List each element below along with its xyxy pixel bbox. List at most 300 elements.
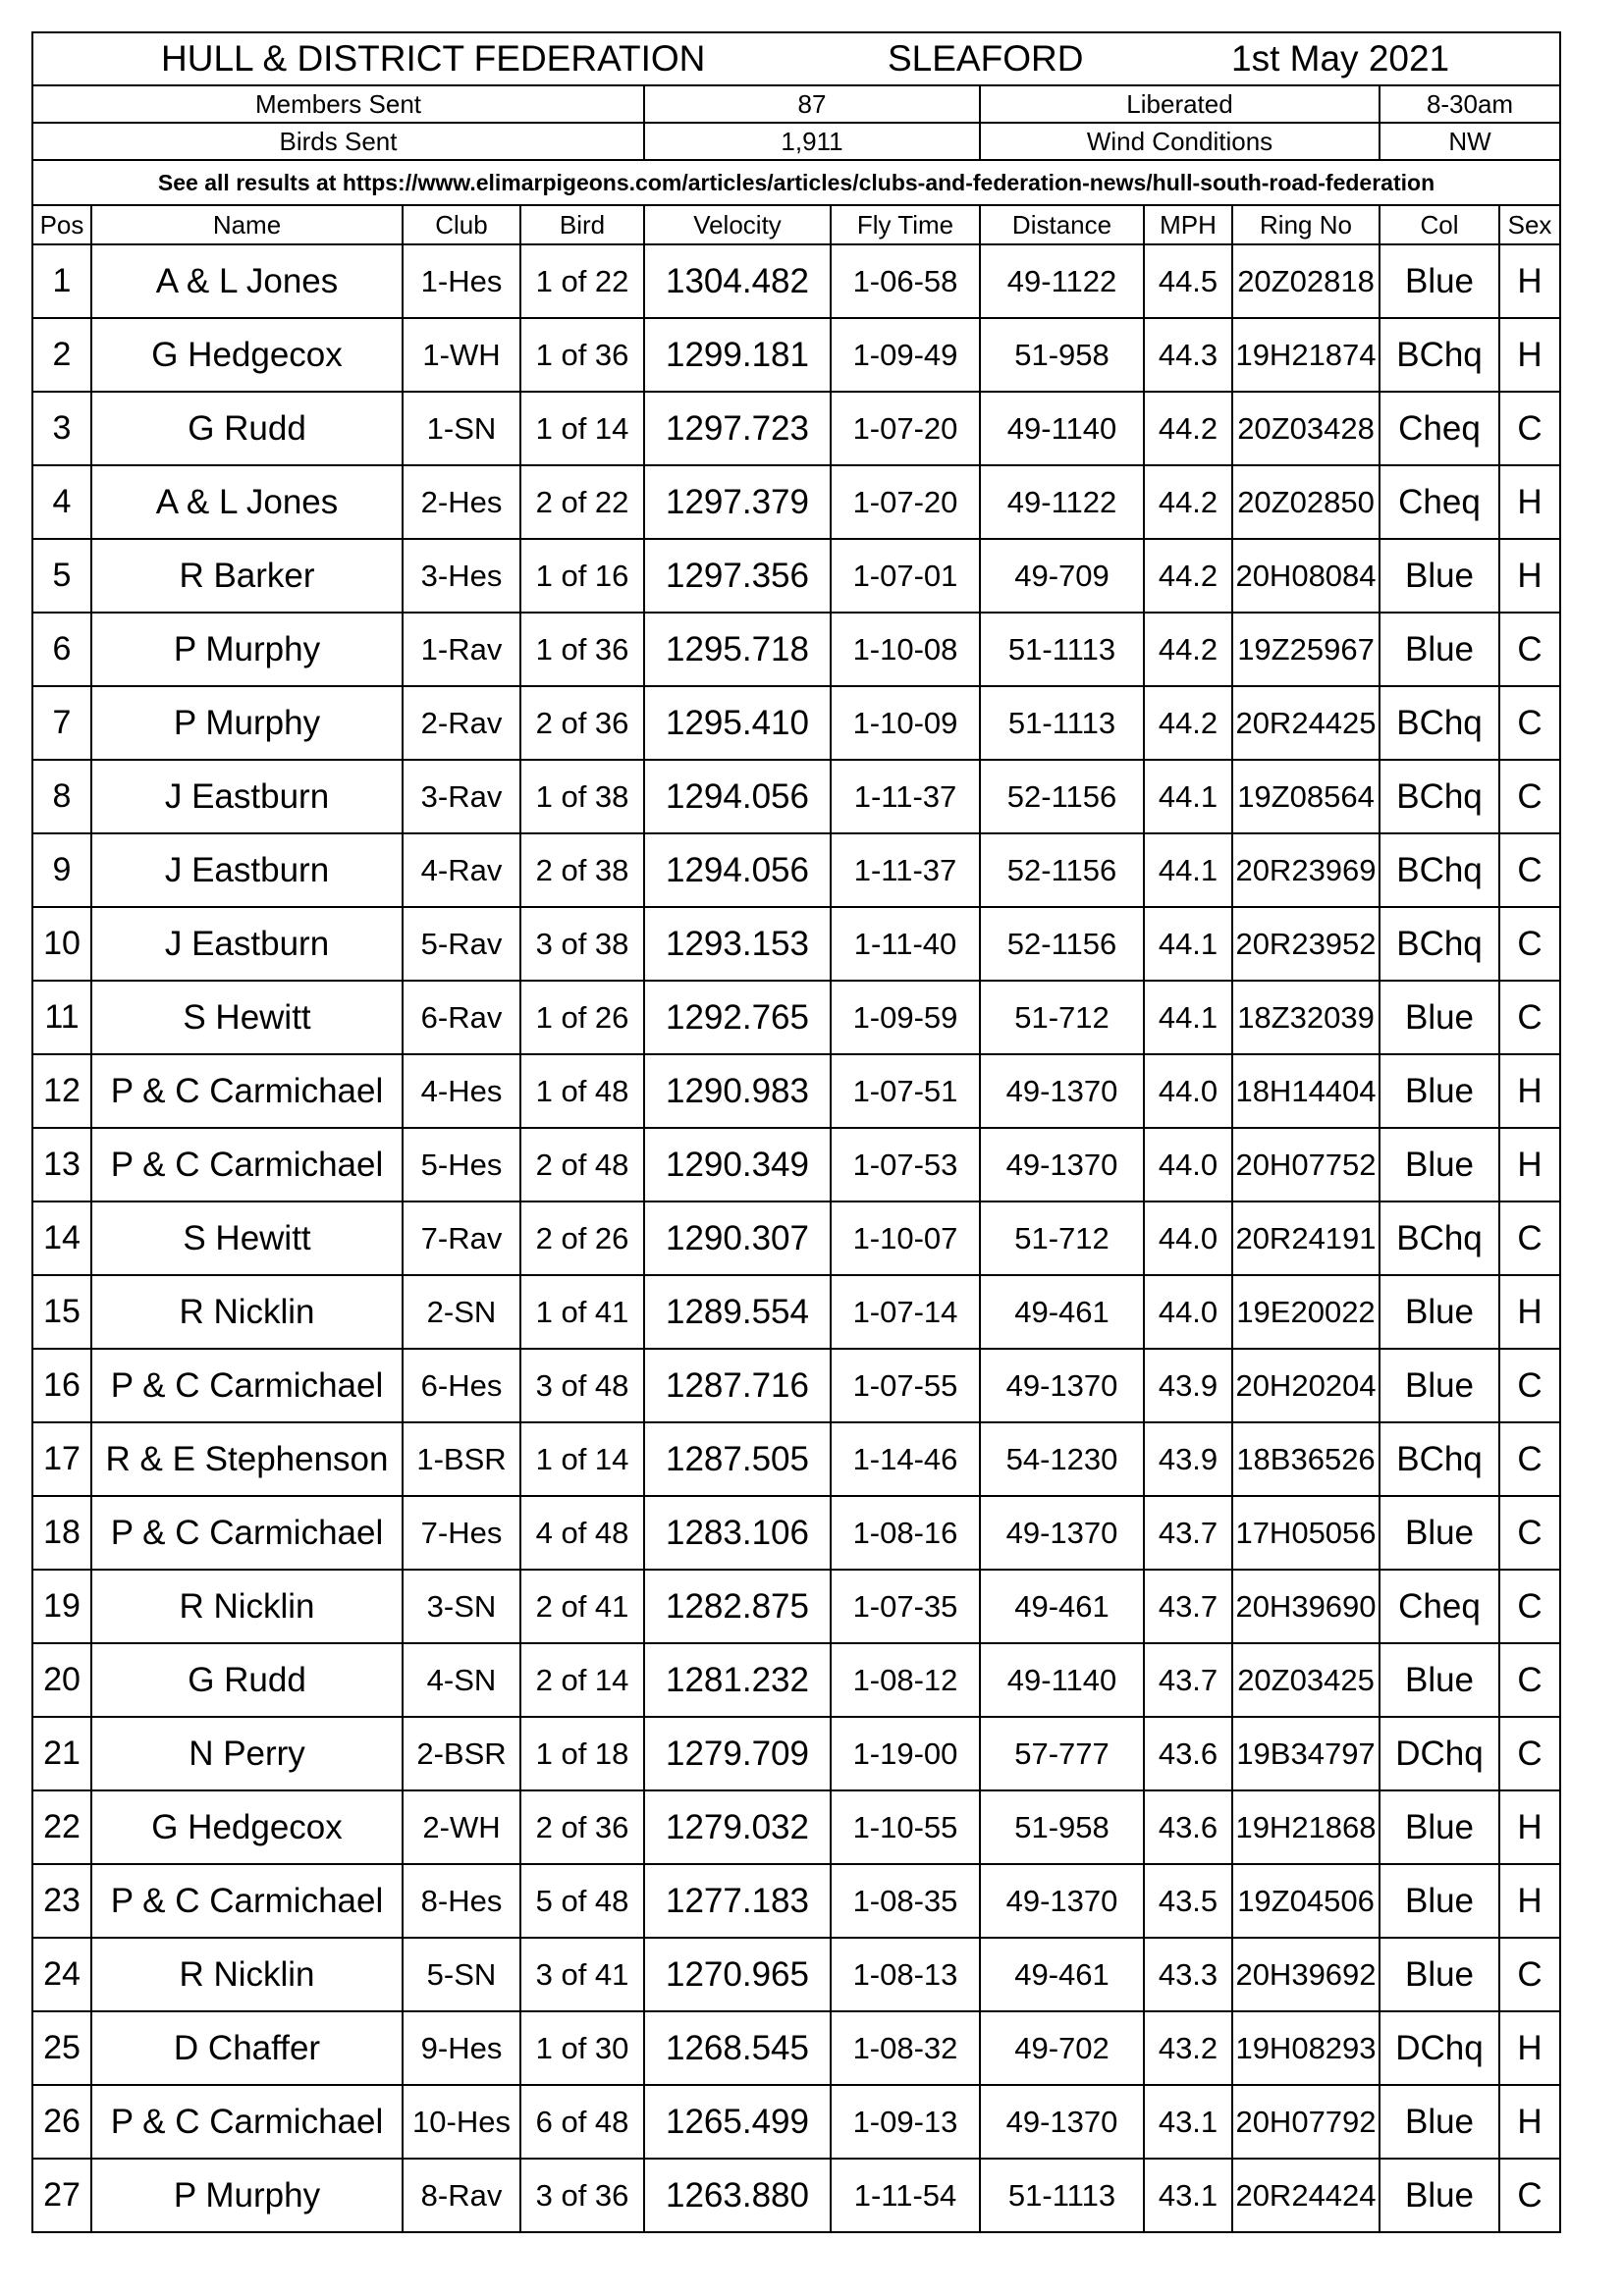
cell-bird: 1 of 14 xyxy=(520,1422,644,1496)
cell-fly-time: 1-08-13 xyxy=(831,1938,980,2011)
cell-velocity: 1287.505 xyxy=(644,1422,831,1496)
cell-fly-time: 1-07-53 xyxy=(831,1128,980,1201)
cell-col: Blue xyxy=(1380,981,1499,1054)
cell-name: P & C Carmichael xyxy=(91,1128,403,1201)
cell-club: 6-Hes xyxy=(403,1349,520,1422)
cell-pos: 17 xyxy=(32,1422,91,1496)
cell-fly-time: 1-10-55 xyxy=(831,1790,980,1864)
birds-sent-label: Birds Sent xyxy=(32,123,644,160)
cell-velocity: 1283.106 xyxy=(644,1496,831,1570)
cell-club: 2-Hes xyxy=(403,465,520,539)
cell-fly-time: 1-11-40 xyxy=(831,907,980,981)
cell-name: S Hewitt xyxy=(91,981,403,1054)
cell-distance: 49-1140 xyxy=(980,392,1144,465)
cell-bird: 1 of 41 xyxy=(520,1275,644,1349)
cell-name: G Rudd xyxy=(91,392,403,465)
cell-sex: C xyxy=(1499,686,1560,760)
cell-club: 1-WH xyxy=(403,318,520,392)
cell-name: D Chaffer xyxy=(91,2011,403,2085)
cell-distance: 49-1122 xyxy=(980,465,1144,539)
cell-mph: 44.1 xyxy=(1144,907,1232,981)
cell-bird: 1 of 36 xyxy=(520,613,644,686)
cell-ring-no: 20R24424 xyxy=(1232,2159,1380,2232)
cell-distance: 51-958 xyxy=(980,318,1144,392)
cell-pos: 8 xyxy=(32,760,91,833)
cell-club: 5-SN xyxy=(403,1938,520,2011)
cell-name: R Nicklin xyxy=(91,1275,403,1349)
federation-title: HULL & DISTRICT FEDERATION xyxy=(161,38,706,79)
cell-pos: 19 xyxy=(32,1570,91,1643)
liberated-label: Liberated xyxy=(980,85,1380,123)
cell-name: G Hedgecox xyxy=(91,318,403,392)
column-header-ring-no: Ring No xyxy=(1232,205,1380,244)
cell-velocity: 1282.875 xyxy=(644,1570,831,1643)
wind-label: Wind Conditions xyxy=(980,123,1380,160)
cell-name: P Murphy xyxy=(91,2159,403,2232)
cell-club: 5-Rav xyxy=(403,907,520,981)
cell-bird: 3 of 48 xyxy=(520,1349,644,1422)
race-venue: SLEAFORD xyxy=(888,38,1084,79)
cell-club: 4-Rav xyxy=(403,833,520,907)
cell-ring-no: 19B34797 xyxy=(1232,1717,1380,1790)
column-header-pos: Pos xyxy=(32,205,91,244)
cell-col: Blue xyxy=(1380,1054,1499,1128)
cell-mph: 43.5 xyxy=(1144,1864,1232,1938)
cell-club: 3-Rav xyxy=(403,760,520,833)
cell-fly-time: 1-09-59 xyxy=(831,981,980,1054)
cell-club: 7-Rav xyxy=(403,1201,520,1275)
table-row xyxy=(32,1864,1560,1938)
cell-name: P Murphy xyxy=(91,613,403,686)
cell-col: BChq xyxy=(1380,760,1499,833)
table-row xyxy=(32,1717,1560,1790)
cell-velocity: 1263.880 xyxy=(644,2159,831,2232)
table-row xyxy=(32,1422,1560,1496)
cell-pos: 15 xyxy=(32,1275,91,1349)
table-row xyxy=(32,2159,1560,2232)
cell-bird: 4 of 48 xyxy=(520,1496,644,1570)
cell-mph: 44.0 xyxy=(1144,1201,1232,1275)
cell-mph: 44.2 xyxy=(1144,613,1232,686)
cell-velocity: 1290.307 xyxy=(644,1201,831,1275)
cell-sex: C xyxy=(1499,833,1560,907)
cell-distance: 49-1140 xyxy=(980,1643,1144,1717)
cell-sex: H xyxy=(1499,318,1560,392)
cell-fly-time: 1-14-46 xyxy=(831,1422,980,1496)
column-header-distance: Distance xyxy=(980,205,1144,244)
cell-fly-time: 1-10-08 xyxy=(831,613,980,686)
cell-sex: H xyxy=(1499,539,1560,613)
cell-col: Blue xyxy=(1380,1496,1499,1570)
cell-bird: 6 of 48 xyxy=(520,2085,644,2159)
cell-sex: C xyxy=(1499,981,1560,1054)
cell-sex: C xyxy=(1499,760,1560,833)
cell-velocity: 1281.232 xyxy=(644,1643,831,1717)
cell-col: DChq xyxy=(1380,1717,1499,1790)
table-row xyxy=(32,1790,1560,1864)
cell-distance: 49-1122 xyxy=(980,244,1144,318)
cell-mph: 43.6 xyxy=(1144,1717,1232,1790)
cell-mph: 43.9 xyxy=(1144,1349,1232,1422)
cell-mph: 44.0 xyxy=(1144,1275,1232,1349)
cell-sex: C xyxy=(1499,2159,1560,2232)
cell-velocity: 1270.965 xyxy=(644,1938,831,2011)
cell-sex: C xyxy=(1499,1938,1560,2011)
cell-velocity: 1299.181 xyxy=(644,318,831,392)
cell-mph: 43.3 xyxy=(1144,1938,1232,2011)
cell-pos: 27 xyxy=(32,2159,91,2232)
cell-club: 7-Hes xyxy=(403,1496,520,1570)
column-header-bird: Bird xyxy=(520,205,644,244)
cell-club: 2-Rav xyxy=(403,686,520,760)
cell-velocity: 1290.983 xyxy=(644,1054,831,1128)
cell-col: Blue xyxy=(1380,1128,1499,1201)
cell-distance: 49-461 xyxy=(980,1938,1144,2011)
cell-distance: 51-958 xyxy=(980,1790,1144,1864)
cell-mph: 43.1 xyxy=(1144,2159,1232,2232)
cell-bird: 2 of 36 xyxy=(520,1790,644,1864)
cell-name: S Hewitt xyxy=(91,1201,403,1275)
cell-ring-no: 20R24425 xyxy=(1232,686,1380,760)
cell-sex: H xyxy=(1499,1128,1560,1201)
column-header-col: Col xyxy=(1380,205,1499,244)
cell-name: G Rudd xyxy=(91,1643,403,1717)
cell-velocity: 1294.056 xyxy=(644,833,831,907)
cell-bird: 2 of 22 xyxy=(520,465,644,539)
cell-club: 4-SN xyxy=(403,1643,520,1717)
cell-ring-no: 19H21874 xyxy=(1232,318,1380,392)
cell-club: 8-Hes xyxy=(403,1864,520,1938)
cell-mph: 44.1 xyxy=(1144,981,1232,1054)
cell-sex: H xyxy=(1499,1275,1560,1349)
cell-fly-time: 1-08-16 xyxy=(831,1496,980,1570)
cell-pos: 24 xyxy=(32,1938,91,2011)
cell-col: Blue xyxy=(1380,539,1499,613)
wind-value: NW xyxy=(1380,123,1560,160)
cell-col: BChq xyxy=(1380,1201,1499,1275)
cell-bird: 1 of 26 xyxy=(520,981,644,1054)
cell-distance: 57-777 xyxy=(980,1717,1144,1790)
table-row xyxy=(32,981,1560,1054)
cell-fly-time: 1-19-00 xyxy=(831,1717,980,1790)
cell-ring-no: 19H08293 xyxy=(1232,2011,1380,2085)
cell-velocity: 1265.499 xyxy=(644,2085,831,2159)
cell-sex: C xyxy=(1499,1643,1560,1717)
cell-name: J Eastburn xyxy=(91,907,403,981)
cell-sex: H xyxy=(1499,1054,1560,1128)
cell-velocity: 1304.482 xyxy=(644,244,831,318)
cell-distance: 51-712 xyxy=(980,1201,1144,1275)
cell-club: 1-SN xyxy=(403,392,520,465)
cell-club: 1-Rav xyxy=(403,613,520,686)
cell-pos: 5 xyxy=(32,539,91,613)
members-sent-value: 87 xyxy=(644,85,980,123)
cell-sex: C xyxy=(1499,1422,1560,1496)
cell-distance: 51-712 xyxy=(980,981,1144,1054)
cell-bird: 1 of 38 xyxy=(520,760,644,833)
cell-velocity: 1279.709 xyxy=(644,1717,831,1790)
cell-velocity: 1268.545 xyxy=(644,2011,831,2085)
cell-mph: 43.7 xyxy=(1144,1570,1232,1643)
cell-fly-time: 1-07-01 xyxy=(831,539,980,613)
cell-club: 3-SN xyxy=(403,1570,520,1643)
cell-distance: 49-1370 xyxy=(980,1054,1144,1128)
cell-velocity: 1294.056 xyxy=(644,760,831,833)
cell-ring-no: 18Z32039 xyxy=(1232,981,1380,1054)
cell-mph: 44.5 xyxy=(1144,244,1232,318)
column-header-mph: MPH xyxy=(1144,205,1232,244)
cell-fly-time: 1-07-35 xyxy=(831,1570,980,1643)
cell-mph: 44.1 xyxy=(1144,833,1232,907)
cell-pos: 22 xyxy=(32,1790,91,1864)
cell-ring-no: 19E20022 xyxy=(1232,1275,1380,1349)
cell-fly-time: 1-11-54 xyxy=(831,2159,980,2232)
cell-club: 2-BSR xyxy=(403,1717,520,1790)
cell-sex: H xyxy=(1499,1864,1560,1938)
cell-mph: 44.2 xyxy=(1144,539,1232,613)
cell-ring-no: 18H14404 xyxy=(1232,1054,1380,1128)
cell-distance: 49-461 xyxy=(980,1570,1144,1643)
cell-col: Blue xyxy=(1380,1275,1499,1349)
members-row xyxy=(32,85,1560,123)
cell-distance: 52-1156 xyxy=(980,760,1144,833)
cell-bird: 1 of 18 xyxy=(520,1717,644,1790)
cell-bird: 3 of 38 xyxy=(520,907,644,981)
cell-bird: 1 of 48 xyxy=(520,1054,644,1128)
cell-club: 9-Hes xyxy=(403,2011,520,2085)
cell-bird: 2 of 36 xyxy=(520,686,644,760)
cell-velocity: 1289.554 xyxy=(644,1275,831,1349)
table-row xyxy=(32,1275,1560,1349)
cell-col: Blue xyxy=(1380,1349,1499,1422)
cell-fly-time: 1-08-35 xyxy=(831,1864,980,1938)
cell-club: 1-Hes xyxy=(403,244,520,318)
title-row xyxy=(32,32,1560,85)
cell-col: Blue xyxy=(1380,244,1499,318)
cell-club: 2-SN xyxy=(403,1275,520,1349)
table-row xyxy=(32,392,1560,465)
table-row xyxy=(32,833,1560,907)
cell-club: 3-Hes xyxy=(403,539,520,613)
cell-mph: 44.2 xyxy=(1144,392,1232,465)
table-row xyxy=(32,1570,1560,1643)
liberated-value: 8-30am xyxy=(1380,85,1560,123)
cell-mph: 44.1 xyxy=(1144,760,1232,833)
results-sheet xyxy=(31,31,1559,2233)
cell-bird: 2 of 14 xyxy=(520,1643,644,1717)
cell-ring-no: 19Z04506 xyxy=(1232,1864,1380,1938)
cell-bird: 2 of 41 xyxy=(520,1570,644,1643)
cell-velocity: 1297.356 xyxy=(644,539,831,613)
cell-pos: 21 xyxy=(32,1717,91,1790)
cell-sex: C xyxy=(1499,907,1560,981)
cell-ring-no: 20Z02850 xyxy=(1232,465,1380,539)
cell-name: R Nicklin xyxy=(91,1570,403,1643)
cell-velocity: 1297.379 xyxy=(644,465,831,539)
cell-name: R Nicklin xyxy=(91,1938,403,2011)
cell-col: BChq xyxy=(1380,318,1499,392)
cell-fly-time: 1-07-20 xyxy=(831,392,980,465)
column-header-name: Name xyxy=(91,205,403,244)
cell-mph: 44.2 xyxy=(1144,465,1232,539)
cell-name: N Perry xyxy=(91,1717,403,1790)
cell-club: 8-Rav xyxy=(403,2159,520,2232)
cell-pos: 16 xyxy=(32,1349,91,1422)
cell-sex: H xyxy=(1499,465,1560,539)
cell-ring-no: 17H05056 xyxy=(1232,1496,1380,1570)
cell-col: BChq xyxy=(1380,686,1499,760)
cell-name: G Hedgecox xyxy=(91,1790,403,1864)
cell-fly-time: 1-11-37 xyxy=(831,760,980,833)
cell-fly-time: 1-10-07 xyxy=(831,1201,980,1275)
cell-sex: C xyxy=(1499,392,1560,465)
cell-ring-no: 20H08084 xyxy=(1232,539,1380,613)
cell-distance: 49-1370 xyxy=(980,2085,1144,2159)
cell-name: J Eastburn xyxy=(91,833,403,907)
cell-ring-no: 20H39690 xyxy=(1232,1570,1380,1643)
cell-name: P & C Carmichael xyxy=(91,1349,403,1422)
cell-mph: 43.2 xyxy=(1144,2011,1232,2085)
table-row xyxy=(32,2011,1560,2085)
cell-fly-time: 1-09-13 xyxy=(831,2085,980,2159)
cell-sex: H xyxy=(1499,1790,1560,1864)
cell-mph: 44.3 xyxy=(1144,318,1232,392)
cell-fly-time: 1-08-12 xyxy=(831,1643,980,1717)
members-sent-label: Members Sent xyxy=(32,85,644,123)
table-row xyxy=(32,318,1560,392)
cell-name: P & C Carmichael xyxy=(91,1496,403,1570)
cell-sex: C xyxy=(1499,1201,1560,1275)
cell-velocity: 1295.410 xyxy=(644,686,831,760)
cell-sex: H xyxy=(1499,244,1560,318)
cell-pos: 18 xyxy=(32,1496,91,1570)
cell-ring-no: 20Z02818 xyxy=(1232,244,1380,318)
cell-mph: 43.1 xyxy=(1144,2085,1232,2159)
cell-ring-no: 20Z03425 xyxy=(1232,1643,1380,1717)
cell-bird: 5 of 48 xyxy=(520,1864,644,1938)
table-row xyxy=(32,1054,1560,1128)
cell-ring-no: 20H20204 xyxy=(1232,1349,1380,1422)
cell-col: Blue xyxy=(1380,2085,1499,2159)
cell-name: R & E Stephenson xyxy=(91,1422,403,1496)
cell-velocity: 1293.153 xyxy=(644,907,831,981)
cell-pos: 13 xyxy=(32,1128,91,1201)
cell-bird: 1 of 22 xyxy=(520,244,644,318)
cell-velocity: 1297.723 xyxy=(644,392,831,465)
birds-row xyxy=(32,123,1560,160)
cell-name: A & L Jones xyxy=(91,465,403,539)
cell-col: BChq xyxy=(1380,1422,1499,1496)
cell-col: Blue xyxy=(1380,1938,1499,2011)
cell-col: DChq xyxy=(1380,2011,1499,2085)
cell-sex: C xyxy=(1499,1570,1560,1643)
cell-col: BChq xyxy=(1380,907,1499,981)
cell-pos: 23 xyxy=(32,1864,91,1938)
table-row xyxy=(32,244,1560,318)
cell-pos: 4 xyxy=(32,465,91,539)
cell-pos: 2 xyxy=(32,318,91,392)
cell-club: 1-BSR xyxy=(403,1422,520,1496)
cell-distance: 54-1230 xyxy=(980,1422,1144,1496)
cell-mph: 43.9 xyxy=(1144,1422,1232,1496)
cell-distance: 49-1370 xyxy=(980,1349,1144,1422)
cell-fly-time: 1-06-58 xyxy=(831,244,980,318)
table-row xyxy=(32,465,1560,539)
table-row xyxy=(32,907,1560,981)
cell-mph: 43.6 xyxy=(1144,1790,1232,1864)
cell-ring-no: 19Z08564 xyxy=(1232,760,1380,833)
cell-col: Cheq xyxy=(1380,1570,1499,1643)
cell-mph: 44.2 xyxy=(1144,686,1232,760)
cell-ring-no: 20H07792 xyxy=(1232,2085,1380,2159)
cell-distance: 49-1370 xyxy=(980,1128,1144,1201)
cell-distance: 51-1113 xyxy=(980,686,1144,760)
cell-distance: 52-1156 xyxy=(980,833,1144,907)
cell-col: Blue xyxy=(1380,2159,1499,2232)
cell-mph: 43.7 xyxy=(1144,1643,1232,1717)
cell-distance: 49-709 xyxy=(980,539,1144,613)
cell-distance: 52-1156 xyxy=(980,907,1144,981)
cell-col: Cheq xyxy=(1380,465,1499,539)
column-header-velocity: Velocity xyxy=(644,205,831,244)
cell-bird: 1 of 14 xyxy=(520,392,644,465)
cell-ring-no: 20R23969 xyxy=(1232,833,1380,907)
cell-col: Blue xyxy=(1380,1643,1499,1717)
cell-name: P & C Carmichael xyxy=(91,2085,403,2159)
cell-pos: 11 xyxy=(32,981,91,1054)
cell-pos: 25 xyxy=(32,2011,91,2085)
cell-pos: 6 xyxy=(32,613,91,686)
cell-bird: 1 of 36 xyxy=(520,318,644,392)
cell-distance: 49-1370 xyxy=(980,1496,1144,1570)
table-row xyxy=(32,539,1560,613)
table-row xyxy=(32,613,1560,686)
cell-ring-no: 18B36526 xyxy=(1232,1422,1380,1496)
cell-col: Blue xyxy=(1380,1864,1499,1938)
table-row xyxy=(32,1938,1560,2011)
cell-bird: 2 of 26 xyxy=(520,1201,644,1275)
cell-bird: 3 of 36 xyxy=(520,2159,644,2232)
cell-sex: C xyxy=(1499,1349,1560,1422)
cell-pos: 9 xyxy=(32,833,91,907)
cell-club: 2-WH xyxy=(403,1790,520,1864)
cell-sex: C xyxy=(1499,1717,1560,1790)
cell-bird: 3 of 41 xyxy=(520,1938,644,2011)
cell-pos: 20 xyxy=(32,1643,91,1717)
cell-bird: 1 of 30 xyxy=(520,2011,644,2085)
cell-name: P Murphy xyxy=(91,686,403,760)
cell-club: 4-Hes xyxy=(403,1054,520,1128)
cell-col: BChq xyxy=(1380,833,1499,907)
results-link[interactable]: See all results at https://www.elimarpigeons.com/articles/articles/clubs-and-federation-news/hull-south-road-federation xyxy=(32,160,1560,205)
cell-fly-time: 1-10-09 xyxy=(831,686,980,760)
race-date: 1st May 2021 xyxy=(1231,38,1450,79)
cell-velocity: 1290.349 xyxy=(644,1128,831,1201)
cell-club: 10-Hes xyxy=(403,2085,520,2159)
cell-distance: 51-1113 xyxy=(980,613,1144,686)
cell-ring-no: 19H21868 xyxy=(1232,1790,1380,1864)
cell-name: J Eastburn xyxy=(91,760,403,833)
results-table xyxy=(31,31,1561,2233)
column-header-row xyxy=(32,205,1560,244)
cell-bird: 1 of 16 xyxy=(520,539,644,613)
table-row xyxy=(32,1128,1560,1201)
cell-pos: 7 xyxy=(32,686,91,760)
cell-col: Cheq xyxy=(1380,392,1499,465)
cell-name: A & L Jones xyxy=(91,244,403,318)
cell-pos: 3 xyxy=(32,392,91,465)
cell-pos: 14 xyxy=(32,1201,91,1275)
